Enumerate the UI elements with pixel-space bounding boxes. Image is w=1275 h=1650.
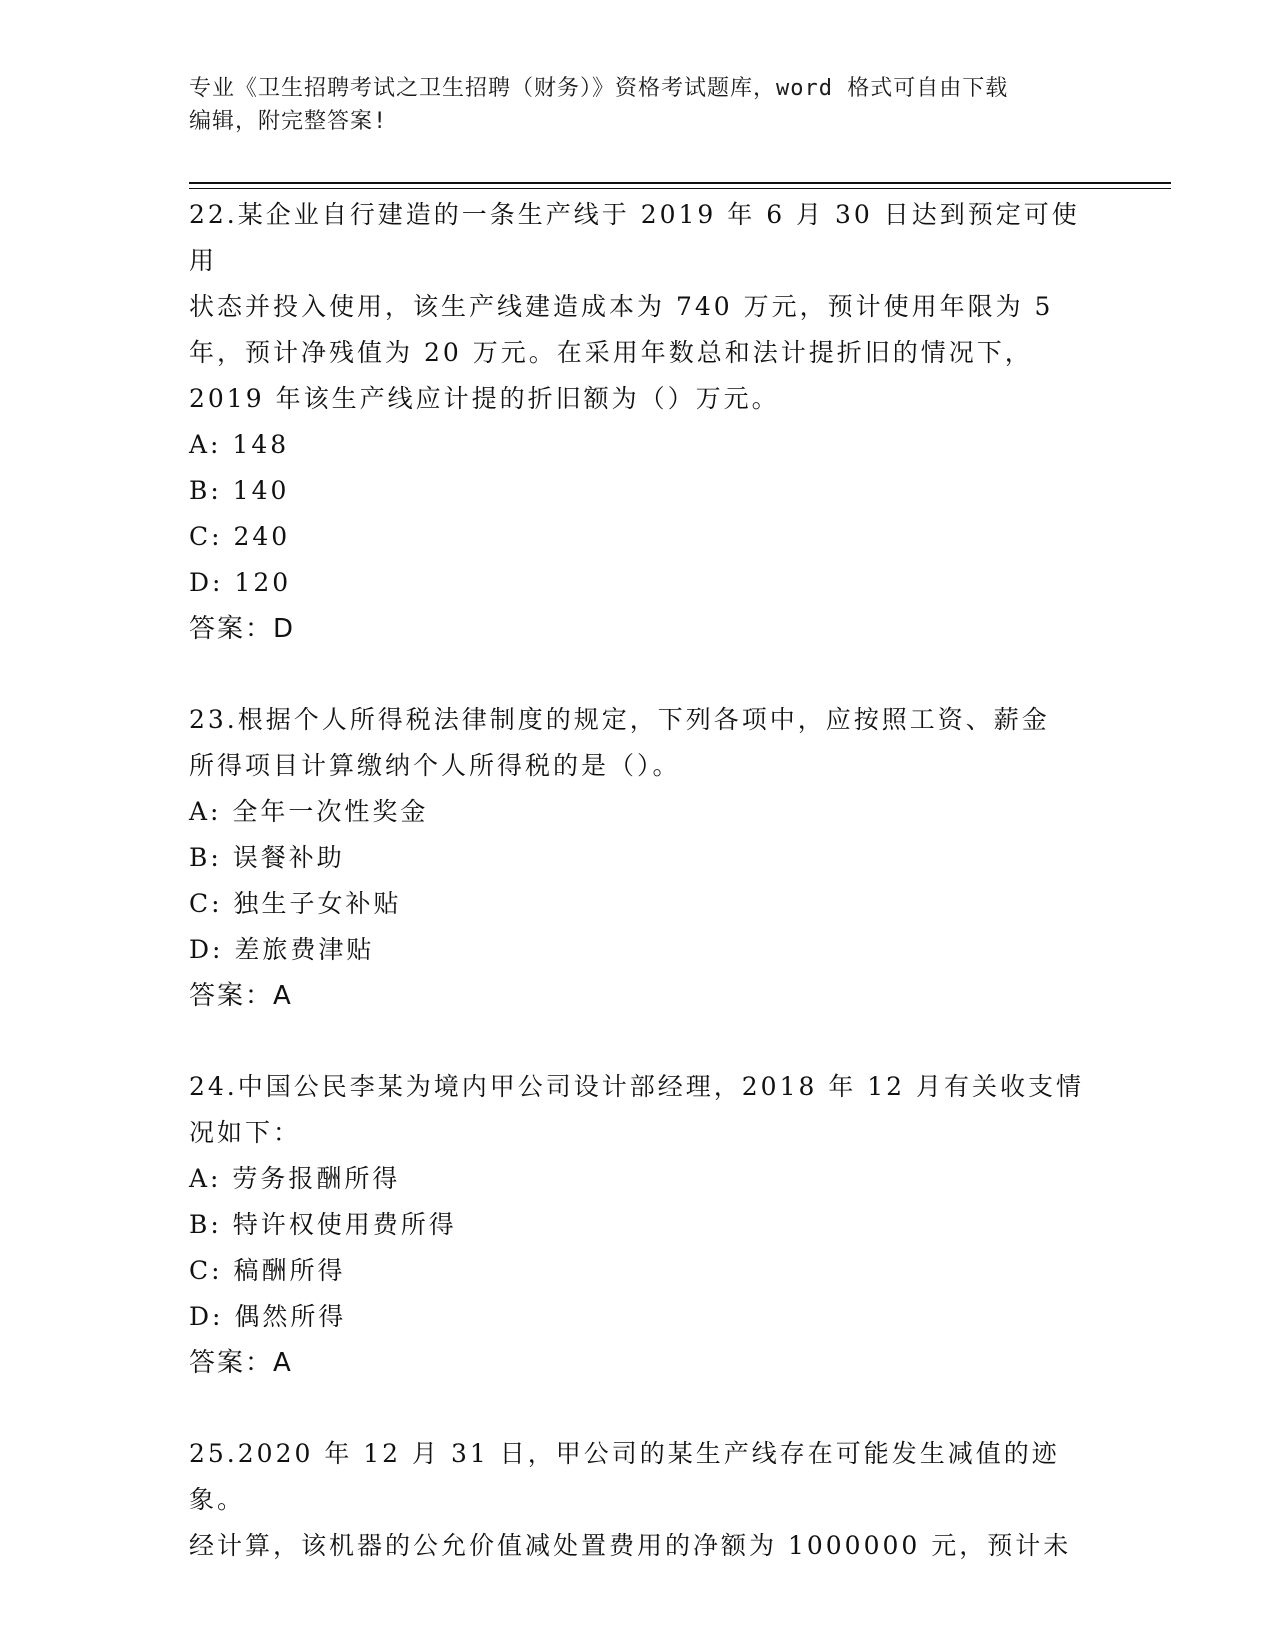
header-line-1: 专业《卫生招聘考试之卫生招聘（财务）》资格考试题库，word 格式可自由下载 [189,76,1009,101]
question-24 [189,1064,1089,1386]
header-line-2: 编辑，附完整答案! [189,109,388,134]
option-a: A: 劳务报酬所得 [189,1164,401,1193]
option-c: C: 稿酬所得 [189,1256,346,1285]
option-c: C: 240 [189,522,291,551]
question-text-line: 2019 年该生产线应计提的折旧额为（）万元。 [189,384,780,413]
question-22 [189,192,1089,652]
option-b: B: 误餐补助 [189,843,345,872]
option-d: D: 120 [189,568,292,597]
question-text-line: 22.某企业自行建造的一条生产线于 2019 年 6 月 30 日达到预定可使用 [189,200,1080,275]
question-text-line: 经计算，该机器的公允价值减处置费用的净额为 1000000 元，预计未 [189,1531,1072,1560]
answer: 答案：D [189,614,296,644]
option-a: A: 全年一次性奖金 [189,797,429,826]
option-a: A: 148 [189,430,290,459]
document-header [189,72,1089,138]
option-b: B: 特许权使用费所得 [189,1210,457,1239]
header-divider-thin [189,188,1171,189]
question-text-line: 25.2020 年 12 月 31 日，甲公司的某生产线存在可能发生减值的迹象。 [189,1439,1060,1514]
question-text-line: 年，预计净残值为 20 万元。在采用年数总和法计提折旧的情况下， [189,338,1033,367]
answer: 答案：A [189,1348,293,1378]
option-d: D: 差旅费津贴 [189,935,375,964]
option-b: B: 140 [189,476,290,505]
answer: 答案：A [189,981,293,1011]
header-divider-thick [189,182,1171,184]
question-text-line: 23.根据个人所得税法律制度的规定，下列各项中，应按照工资、薪金 [189,705,1050,734]
question-23 [189,697,1089,1019]
question-25 [189,1431,1089,1569]
option-d: D: 偶然所得 [189,1302,347,1331]
option-c: C: 独生子女补贴 [189,889,402,918]
question-text-line: 状态并投入使用，该生产线建造成本为 740 万元，预计使用年限为 5 [189,292,1054,321]
question-text-line: 所得项目计算缴纳个人所得税的是（）。 [189,751,681,780]
question-text-line: 况如下： [189,1118,302,1147]
question-text-line: 24.中国公民李某为境内甲公司设计部经理，2018 年 12 月有关收支情 [189,1072,1085,1101]
question-list [189,192,1089,1569]
